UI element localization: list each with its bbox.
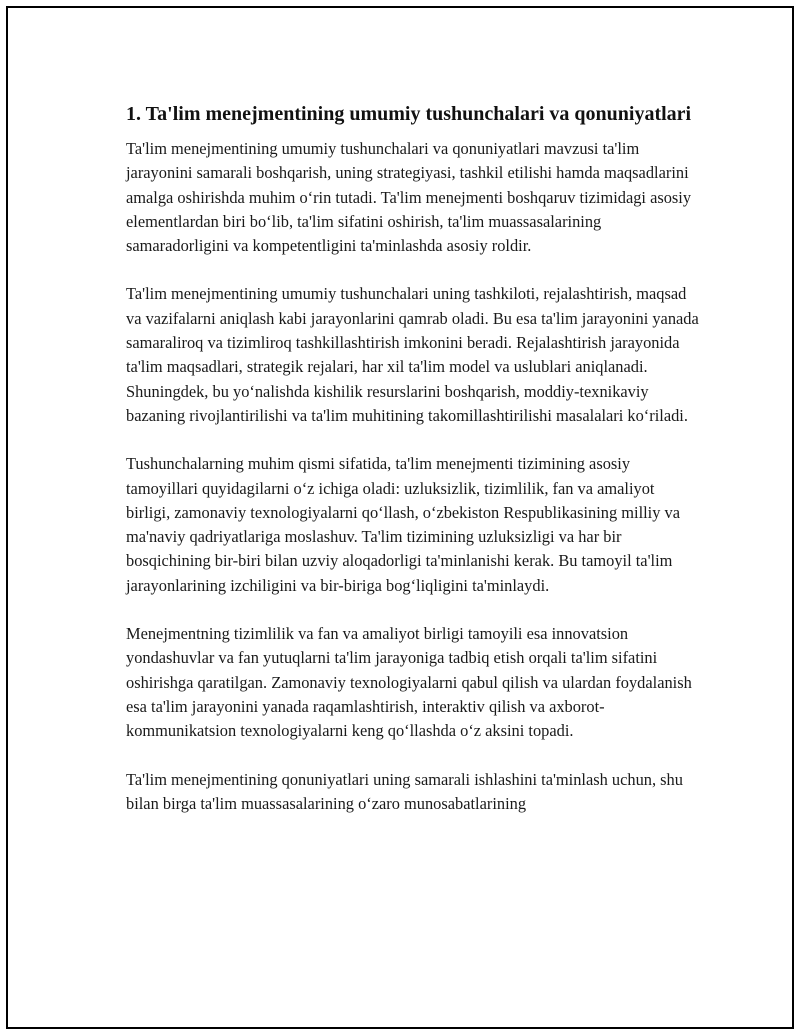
paragraph-5: Ta'lim menejmentining qonuniyatlari uning samarali ishlashini ta'minlash uchun, shu bilan birga ta'lim muassasalarining o‘zaro munosabatlarining bbox=[126, 769, 683, 813]
paragraph-2: Ta'lim menejmentining umumiy tushunchalari uning tashkiloti, rejalashtirish, maqsad va vazifalarni aniqlash kabi jarayonlarini qamrab oladi. Bu esa ta'lim jarayonini yanada samaraliroq va tizimliroq tashkillashtirish imkonini beradi. Rejalashtirish jarayonida ta'lim maqsadlari, strategik rejalari, har xil ta'lim model va uslublari aniqlanadi. Shuningdek, bu yo‘nalishda kishilik resurslarini boshqarish, moddiy-texnikaviy bazaning rivojlantirilishi va ta'lim muhitining takomillashtirilishi masalalari ko‘riladi. bbox=[126, 284, 699, 425]
page-frame bbox=[6, 6, 794, 1029]
section-heading: 1. Ta'lim menejmentining umumiy tushunchalari va qonuniyatlari bbox=[126, 103, 692, 125]
paragraph-4: Menejmentning tizimlilik va fan va amaliyot birligi tamoyili esa innovatsion yondashuvlar va fan yutuqlarni ta'lim jarayoniga tadbiq etish orqali ta'lim sifatini oshirishga qaratilgan. Zamonaviy texnologiyalarni qabul qilish va ulardan foydalanish esa ta'lim jarayonini yanada raqamlashtirish, interaktiv qilish va axborot-kommunikatsion texnologiyalarni keng qo‘llashda o‘z aksini topadi. bbox=[126, 624, 692, 741]
paragraph-1: Ta'lim menejmentining umumiy tushunchalari va qonuniyatlari mavzusi ta'lim jarayonini samarali boshqarish, uning strategiyasi, tashkil etilishi hamda maqsadlarini amalga oshirishda muhim o‘rin tutadi. Ta'lim menejmenti boshqaruv tizimidagi asosiy elementlardan biri bo‘lib, ta'lim sifatini oshirish, ta'lim muassasalarining samaradorligini va kompetentligini ta'minlashda asosiy roldir. bbox=[126, 139, 692, 256]
paragraph-3: Tushunchalarning muhim qismi sifatida, ta'lim menejmenti tizimining asosiy tamoyillari quyidagilarni o‘z ichiga oladi: uzluksizlik, tizimlilik, fan va amaliyot birligi, zamonaviy texnologiyalarni qo‘llash, o‘zbekiston Respublikasining milliy va ma'naviy qadriyatlariga moslashuv. Ta'lim tizimining uzluksizligi va har bir bosqichining bir-biri bilan uzviy aloqadorligi ta'minlanishi kerak. Bu tamoyil ta'lim jarayonlarining izchiligini va bir-biriga bog‘liqligini ta'minlaydi. bbox=[126, 454, 681, 595]
document-body bbox=[126, 101, 700, 840]
